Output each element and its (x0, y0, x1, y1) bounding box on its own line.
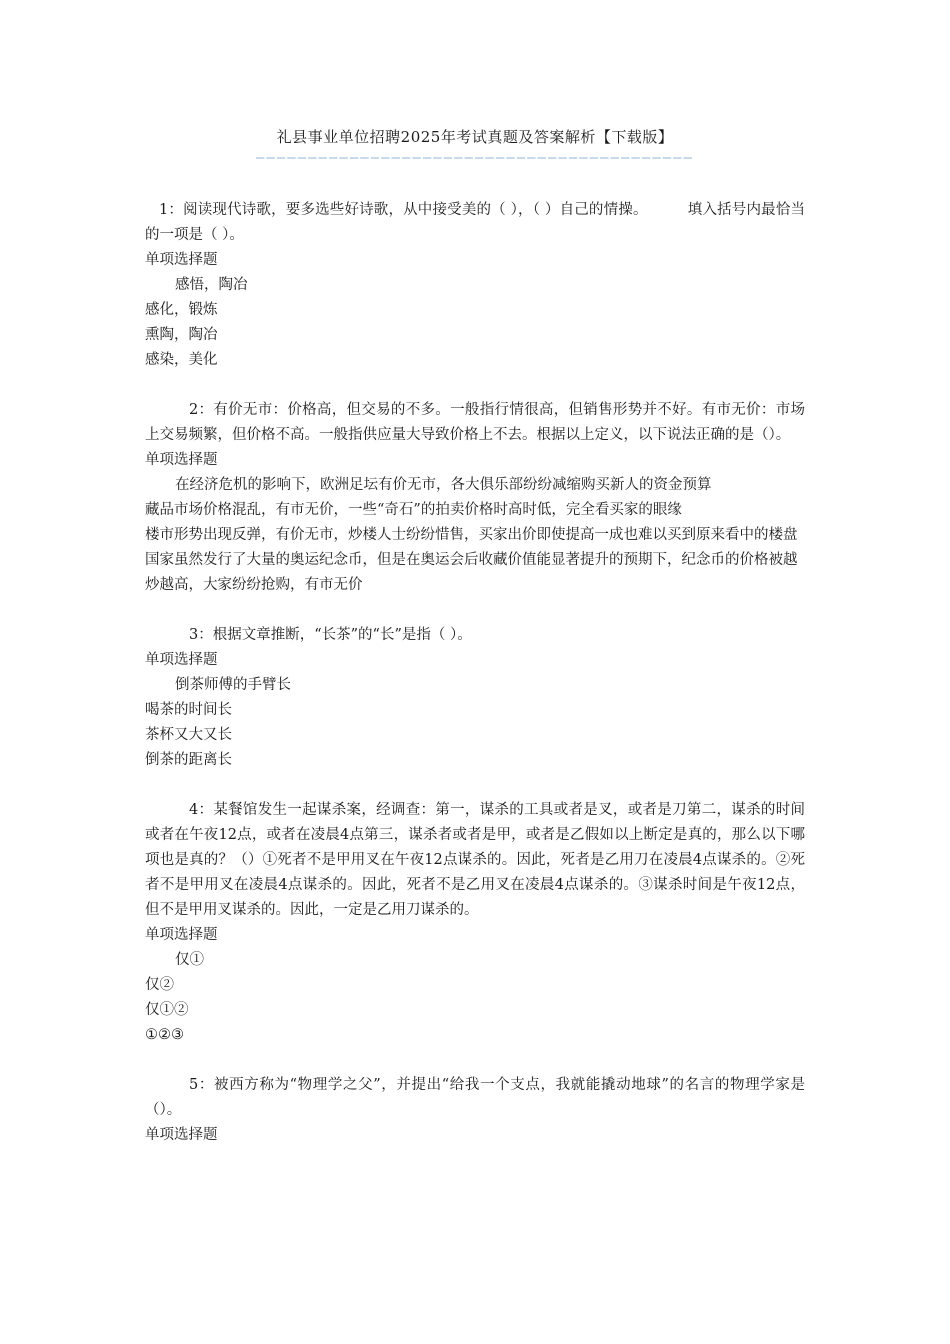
question-2 (145, 398, 805, 598)
document-title: 礼县事业单位招聘2025年考试真题及答案解析【下载版】 (276, 128, 674, 146)
question-stem: 3：根据文章推断，“长茶”的“长”是指（ ）。 (189, 627, 472, 643)
option-d[interactable]: 感染，美化 (145, 352, 218, 368)
question-stem: 2：有价无市：价格高，但交易的不多。一般指行情很高，但销售形势并不好。有市无价：市场上交易频繁，但价格不高。一般指供应量大导致价格上不去。根据以上定义，以下说法正确的是（）。 (145, 402, 805, 443)
question-type: 单项选择题 (145, 252, 218, 268)
question-1 (145, 198, 805, 373)
question-stem-part: 填入括号内最恰当的一项是（ ）。 (145, 202, 805, 243)
option-b[interactable]: 感化，锻炼 (145, 302, 218, 318)
option-d[interactable]: 倒茶的距离长 (145, 752, 232, 768)
question-stem (145, 198, 805, 248)
option-c[interactable]: 仅①② (145, 1002, 189, 1018)
question-type: 单项选择题 (145, 927, 218, 943)
question-3 (145, 623, 805, 773)
option-b[interactable]: 藏品市场价格混乱，有市无价，一些“奇石”的拍卖价格时高时低，完全看买家的眼缘 (145, 502, 682, 518)
option-d[interactable]: ①②③ (145, 1027, 184, 1043)
option-c[interactable]: 茶杯又大又长 (145, 727, 232, 743)
option-c[interactable]: 熏陶，陶冶 (145, 327, 218, 343)
question-stem: 4：某餐馆发生一起谋杀案，经调查：第一，谋杀的工具或者是叉，或者是刀第二，谋杀的时间或者在午夜12点，或者在凌晨4点第三，谋杀者或者是甲，或者是乙假如以上断定是真的，那么以下哪项也是真的？（）①死者不是甲用叉在午夜12点谋杀的。因此，死者是乙用刀在凌晨4点谋杀的。②死者不是甲用叉在凌晨4点谋杀的。因此，死者不是乙用叉在凌晨4点谋杀的。③谋杀时间是午夜12点，但不是甲用叉谋杀的。因此，一定是乙用刀谋杀的。 (145, 802, 805, 918)
option-d[interactable]: 国家虽然发行了大量的奥运纪念币，但是在奥运会后收藏价值能显著提升的预期下，纪念币的价格被越炒越高，大家纷纷抢购，有市无价 (145, 552, 798, 593)
title-divider: —————————————————————————————————————————— (255, 150, 694, 166)
question-stem-part: 1：阅读现代诗歌，要多选些好诗歌，从中接受美的（ ），（ ）自己的情操。 (159, 202, 648, 218)
question-type: 单项选择题 (145, 652, 218, 668)
question-4 (145, 798, 805, 1048)
question-list (145, 198, 805, 1173)
option-a[interactable]: 仅① (175, 952, 204, 968)
question-type: 单项选择题 (145, 1127, 218, 1143)
option-b[interactable]: 喝茶的时间长 (145, 702, 232, 718)
option-a[interactable]: 在经济危机的影响下，欧洲足坛有价无市，各大俱乐部纷纷减缩购买新人的资金预算 (175, 477, 712, 493)
question-5 (145, 1073, 805, 1148)
option-a[interactable]: 倒茶师傅的手臂长 (175, 677, 291, 693)
option-c[interactable]: 楼市形势出现反弹，有价无市，炒楼人士纷纷惜售，买家出价即使提高一成也难以买到原来看中的楼盘 (145, 527, 798, 543)
question-type: 单项选择题 (145, 452, 218, 468)
question-stem: 5：被西方称为“物理学之父”，并提出“给我一个支点，我就能撬动地球”的名言的物理学家是（）。 (145, 1077, 805, 1118)
option-b[interactable]: 仅② (145, 977, 174, 993)
option-a[interactable]: 感悟，陶冶 (175, 277, 248, 293)
